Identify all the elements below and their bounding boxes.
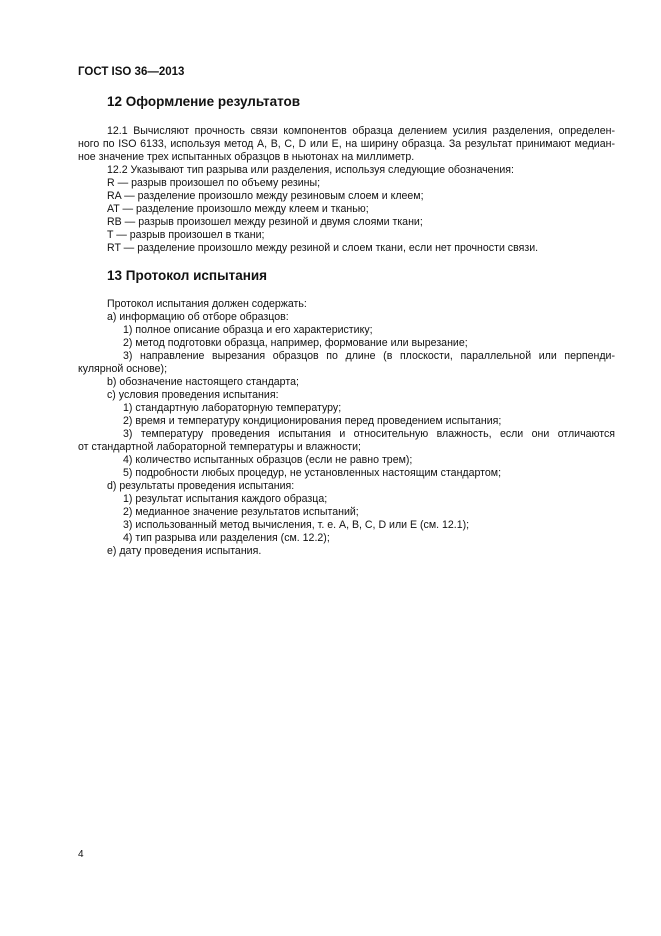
code-item-ra: RA — разделение произошло между резиновым слоем и клеем; — [107, 190, 424, 202]
item-a-2: 2) метод подготовки образца, например, формование или вырезание; — [123, 337, 468, 349]
protocol-intro: Протокол испытания должен содержать: — [107, 298, 307, 310]
item-d-1: 1) результат испытания каждого образца; — [123, 493, 328, 505]
item-d-4: 4) тип разрыва или разделения (см. 12.2); — [123, 532, 330, 544]
item-c-1: 1) стандартную лабораторную температуру; — [123, 402, 342, 414]
code-item-t: T — разрыв произошел в ткани; — [107, 229, 265, 241]
item-c: c) условия проведения испытания: — [107, 389, 279, 401]
item-d: d) результаты проведения испытания: — [107, 480, 295, 492]
item-a-1: 1) полное описание образца и его характеристику; — [123, 324, 373, 336]
item-c-3: 3) температуру проведения испытания и относительную влажность, если они отличаются — [123, 428, 615, 440]
code-item-rt: RT — разделение произошло между резиной и слоем ткани, если нет прочности связи. — [107, 242, 539, 254]
code-item-rb: RB — разрыв произошел между резиной и двумя слоями ткани; — [107, 216, 423, 228]
item-a-3: 3) направление вырезания образцов по длине (в плоскости, параллельной или перпенди- — [123, 350, 615, 362]
item-c-5: 5) подробности любых процедур, не установленных настоящим стандартом; — [123, 467, 502, 479]
page-number: 4 — [78, 849, 84, 860]
section-12-heading: 12 Оформление результатов — [107, 94, 301, 109]
para-12-2: 12.2 Указывают тип разрыва или разделения, используя следующие обозначения: — [107, 164, 514, 176]
item-d-3: 3) использованный метод вычисления, т. е. A, B, C, D или E (см. 12.1); — [123, 519, 470, 531]
item-c-4: 4) количество испытанных образцов (если не равно трем); — [123, 454, 413, 466]
code-item-r: R — разрыв произошел по объему резины; — [107, 177, 321, 189]
section-13-heading: 13 Протокол испытания — [107, 268, 268, 283]
item-c-2: 2) время и температуру кондиционирования перед проведением испытания; — [123, 415, 502, 427]
para-12-1-line-2: ного по ISO 6133, используя метод A, B, C, D или E, на ширину образца. За результат принимают медиан- — [78, 138, 615, 150]
item-c-3-continued: от стандартной лабораторной температуры и влажности; — [78, 441, 361, 453]
item-a-3-continued: кулярной основе); — [78, 363, 168, 375]
item-a: a) информацию об отборе образцов: — [107, 311, 289, 323]
item-b: b) обозначение настоящего стандарта; — [107, 376, 299, 388]
para-12-1-line-1: 12.1 Вычисляют прочность связи компонентов образца делением усилия разделения, определен- — [107, 125, 615, 137]
document-header: ГОСТ ISO 36—2013 — [78, 66, 185, 78]
code-item-at: AT — разделение произошло между клеем и тканью; — [107, 203, 369, 215]
item-d-2: 2) медианное значение результатов испытаний; — [123, 506, 359, 518]
para-12-1-line-3: ное значение трех испытанных образцов в ньютонах на миллиметр. — [78, 151, 415, 163]
item-e: e) дату проведения испытания. — [107, 545, 262, 557]
